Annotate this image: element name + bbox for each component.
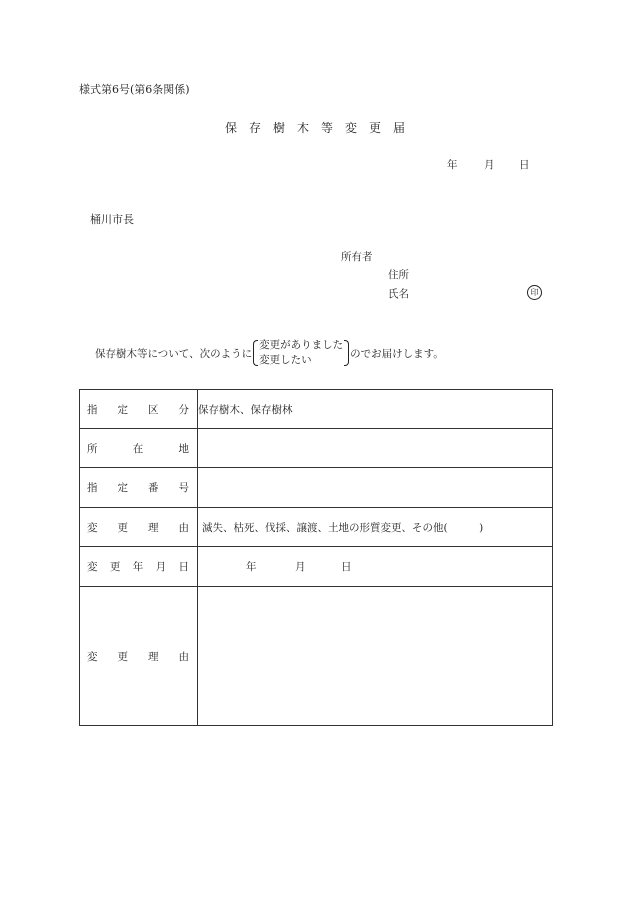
row-label-change-date: 変 更 年 月 日 bbox=[80, 547, 198, 587]
table-row bbox=[80, 508, 553, 547]
row-label-change-reason-detail: 変 更 理 由 bbox=[80, 587, 198, 726]
designation-number-value[interactable] bbox=[198, 468, 553, 508]
location-value[interactable] bbox=[198, 429, 553, 468]
seal-mark: 印 bbox=[527, 285, 542, 300]
designation-category-value[interactable]: 保存樹木、保存樹林 bbox=[198, 390, 553, 429]
table-row bbox=[80, 468, 553, 508]
statement-option-1: 変更がありました bbox=[259, 339, 344, 351]
table-row bbox=[80, 390, 553, 429]
address-label: 住所 bbox=[388, 269, 409, 281]
table-row bbox=[80, 547, 553, 587]
form-number: 様式第6号(第6条関係) bbox=[79, 83, 190, 96]
date-month-label: 月 bbox=[484, 159, 495, 171]
change-date-day: 日 bbox=[341, 561, 352, 573]
document-title: 保 存 樹 木 等 変 更 届 bbox=[224, 121, 405, 135]
table-row bbox=[80, 429, 553, 468]
change-reason-options[interactable]: 滅失、枯死、伐採、譲渡、土地の形質変更、その他( ) bbox=[198, 508, 553, 547]
row-label-location: 所 在 地 bbox=[80, 429, 198, 468]
change-date-month: 月 bbox=[295, 561, 306, 573]
statement-prefix: 保存樹木等について、次のように bbox=[95, 347, 253, 360]
change-reason-detail-value[interactable] bbox=[198, 587, 553, 726]
row-label-designation-category: 指 定 区 分 bbox=[80, 390, 198, 429]
change-form-table bbox=[79, 389, 553, 726]
date-year-label: 年 bbox=[447, 159, 458, 171]
statement-option-2: 変更したい bbox=[259, 354, 312, 366]
date-day-label: 日 bbox=[519, 159, 530, 171]
change-date-year: 年 bbox=[246, 561, 257, 573]
table-row bbox=[80, 587, 553, 726]
statement-options bbox=[253, 338, 349, 368]
statement-suffix: のでお届けします。 bbox=[350, 347, 444, 360]
row-label-designation-number: 指 定 番 号 bbox=[80, 468, 198, 508]
addressee: 桶川市長 bbox=[90, 213, 134, 226]
name-label: 氏名 bbox=[388, 288, 409, 300]
statement-line bbox=[95, 338, 444, 368]
change-date-value[interactable] bbox=[198, 547, 553, 587]
submission-date bbox=[447, 157, 530, 172]
row-label-change-reason: 変 更 理 由 bbox=[80, 508, 198, 547]
owner-label: 所有者 bbox=[341, 251, 373, 263]
